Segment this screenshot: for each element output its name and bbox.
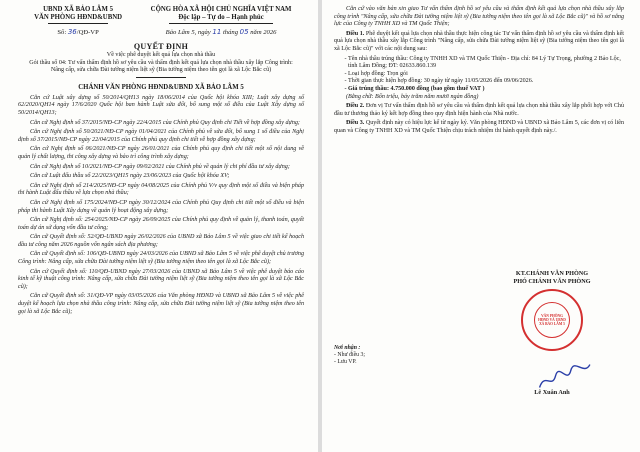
legal-basis-item: Căn cứ Quyết định số: 110/QĐ-UBND ngày 27/03/2026 của UBND xã Bảo Lâm 5 về việc phê duyệt báo cáo kinh tế kỹ thuật công trình: Nâng cấp, sửa chữa Đài tưởng niệm liệt sỹ (Bia tưởng niệm theo tên gọi là xã Lộc Bắc cũ); (18, 268, 304, 290)
article-1 (334, 31, 624, 54)
doc-number-suffix: /QĐ-VP (76, 29, 99, 36)
legal-basis-item: Căn cứ Luật đấu thầu số 22/2023/QH15 ngày 23/06/2023 của Quốc hội khóa XV; (30, 173, 230, 180)
legal-basis-item: Căn cứ Nghị định số 214/2025/NĐ-CP ngày 04/08/2025 của Chính phủ V/v quy định một số điều và biện pháp thi hành Luật đấu thầu về lựa chọn nhà thầu; (18, 182, 304, 197)
legal-basis-item: Căn cứ Quyết định số: 106/QĐ-UBND ngày 24/03/2026 của UBND xã Bảo Lâm 5 về việc phê duyệt chủ trương Công trình: Nâng cấp, sửa chữa Đài tưởng niệm liệt sỹ (Bia tưởng niệm theo tên gọi là xã Lộc Bắc cũ); (18, 251, 304, 266)
legal-basis-item: Căn cứ Nghị định số 37/2015/NĐ-CP ngày 22/4/2015 của Chính phủ Quy định chi Tiết về hợp đồng xây dựng; (30, 119, 300, 126)
article-2-text: Đơn vị Tư vấn thẩm định hồ sơ yêu cầu và thẩm định kết quả lựa chọn nhà thầu xây lắp phối hợp với Chủ đầu tư thương thảo ký kết hợp đồng theo quy định hiện hành của Nhà nước. (334, 103, 624, 117)
sign-title-1: KT.CHÁNH VĂN PHÒNG (515, 270, 589, 277)
decision-subject: Về việc phê duyệt kết quả lựa chọn nhà thầu (106, 52, 216, 58)
document-header (18, 6, 304, 24)
amount-in-words: (Bằng chữ: Bốn triệu, bảy trăm năm mươi ngàn đồng) (346, 93, 479, 100)
date-month-handwritten: 05 (239, 28, 249, 36)
detail-item: - Giá trúng thầu: 4.750.000 đồng (bao gồm thuế VAT ) (348, 86, 624, 94)
legal-basis-item: Căn cứ Nghị định số 06/2021/NĐ-CP ngày 26/01/2021 của Chính phủ quy định chi tiết một số nội dung về quản lý chất lượng, thi công xây dựng và bảo trì công trình xây dựng; (18, 146, 304, 160)
legal-basis-item: Căn cứ Quyết định số: 31/QĐ-VP ngày 03/05/2026 của Văn phòng HĐND và UBND xã Bảo Lâm 5 về việc phê duyệt kế hoạch lựa chọn nhà thầu công trình: Nâng cấp, sửa chữa Đài tưởng niệm liệt sỹ (Bia tưởng niệm theo tên gọi là xã Lộc Bắc cũ); (18, 293, 304, 315)
article-1-text: Phê duyệt kết quả lựa chọn nhà thầu thực hiện công tác Tư vấn thẩm định hồ sơ yêu cầu và thẩm định kết quả lựa chọn nhà thầu xây lắp Công trình "Nâng cấp, sửa chữa Đài tưởng niệm liệt sỹ (Bia tưởng niệm theo tên gọi là xã Lộc Bắc cũ)" với các nội dung sau: (334, 30, 625, 52)
official-seal (521, 289, 583, 351)
recipients-label: Nơi nhận : (334, 345, 361, 351)
date-year: năm 2026 (250, 29, 277, 36)
detail-item: - Thời gian thực hiện hợp đồng: 30 ngày từ ngày 11/05/2026 đến 09/06/2026. (348, 78, 624, 86)
document-page-right (322, 0, 640, 452)
doc-number (18, 28, 138, 37)
decision-title: QUYẾT ĐỊNH (133, 42, 189, 51)
subject-divider (136, 77, 186, 78)
national-motto (138, 6, 304, 24)
article-2 (334, 103, 624, 118)
nation-line2: Độc lập – Tự do – Hạnh phúc (178, 14, 264, 21)
article-3 (334, 120, 624, 135)
signer-name: Lê Xuân Anh (534, 389, 570, 397)
org-line1: UBND XÃ BẢO LÂM 5 (43, 6, 113, 13)
date-month-label: tháng (222, 29, 238, 36)
sign-title-2: PHÓ CHÁNH VĂN PHÒNG (513, 277, 591, 285)
motto-divider (169, 23, 273, 24)
org-line2: VĂN PHÒNG HĐND&UBND (34, 14, 123, 21)
article-3-text: Quyết định này có hiệu lực kể từ ngày ký. Văn phòng HĐND và UBND xã Bảo Lâm 5, các đơn vị có liên quan và Công ty TNHH XD và TM Quốc Thiện chịu trách nhiệm thi hành quyết định này./. (334, 120, 625, 134)
article-1-label: Điều 1. (346, 30, 365, 37)
doc-meta (18, 28, 304, 37)
legal-basis-item: Căn cứ Nghị định số 10/2021/NĐ-CP ngày 09/02/2021 của Chính phủ về quản lý chi phí đầu tư xây dựng; (30, 163, 290, 170)
article-3-label: Điều 3. (346, 120, 365, 127)
article-2-label: Điều 2. (346, 103, 365, 110)
document-page-left (0, 0, 318, 452)
recipients (334, 345, 365, 367)
date-prefix: Bảo Lâm 5, ngày (165, 29, 211, 36)
detail-item: - Loại hợp đồng: Trọn gói (348, 71, 624, 79)
doc-date (138, 28, 304, 37)
recipient-item: - Lưu VP. (334, 359, 357, 366)
legal-basis-item: Căn cứ Luật xây dựng số 50/2014/QH13 ngày 18/06/2014 của Quốc hội khóa XIII; Luật xây dựng số 62/2020/QH14 ngày 17/6/2020 Quốc hội ban hành Luật sửa đổi, bổ sung một số điều của Luật Xây dựng số 50/2014/QH13; (18, 94, 304, 116)
contract-details (334, 56, 624, 94)
legal-basis-item: Căn cứ Nghị định số 50/2021/NĐ-CP ngày 01/04/2021 của Chính phủ về sửa đổi, bổ sung 1 số điều của Nghị định số 37/2015/NĐ-CP ngày 22/04/2015 của Chính phủ quy định chi tiết về hợp đồng xây dựng; (18, 129, 304, 143)
legal-basis-item: Căn cứ Nghị định số: 254/2025/NĐ-CP ngày 26/09/2025 của Chính phủ quy định về quản lý, thanh toán, quyết toán dự án sử dụng vốn đầu tư công; (18, 217, 304, 231)
decision-package: Gói thầu số 04: Tư vấn thẩm định hồ sơ yêu cầu và thẩm định kết quả lựa chọn nhà thầu xây lắp Công trình: Nâng cấp, sửa chữa Đài tưởng niệm liệt sỹ (Bia tưởng niệm theo tên gọi là xã Lộc Bắc cũ) (29, 59, 293, 74)
signature-block (472, 270, 632, 397)
doc-number-handwritten: 36 (67, 28, 77, 36)
legal-bases (18, 95, 304, 316)
recipient-item: - Như điều 3; (334, 352, 365, 359)
issuing-org (18, 6, 138, 24)
nation-line1: CỘNG HÒA XÃ HỘI CHỦ NGHĨA VIỆT NAM (150, 6, 292, 13)
legal-basis-item: Căn cứ Nghị định số 175/2024/NĐ-CP ngày 30/12/2024 của Chính phủ Quy định chi tiết một số điều và biện pháp thi hành Luật Xây dựng về quản lý hoạt động xây dựng; (18, 199, 304, 214)
issuing-authority: CHÁNH VĂN PHÒNG HĐND&UBND XÃ BẢO LÂM 5 (78, 83, 244, 91)
date-day-handwritten: 11 (212, 28, 222, 36)
doc-number-prefix: Số: (57, 29, 67, 36)
legal-basis-item: Căn cứ Quyết định số: 52/QĐ-UBND ngày 26/02/2026 của UBND xã Bảo Lâm 5 về việc giao chi tiết kế hoạch đầu tư công năm 2026 nguồn vốn ngân sách địa phương; (18, 234, 304, 248)
seal-inner: VĂN PHÒNG HĐND VÀ UBND XÃ BẢO LÂM 5 (534, 302, 570, 338)
header-divider (48, 23, 108, 24)
intro-basis: Căn cứ vào văn bản xin giao Tư vấn thẩm định hồ sơ yêu cầu và thẩm định kết quả lựa chọn nhà thầu xây lắp công trình "Nâng cấp, sửa chữa Đài tưởng niệm liệt sỹ (Bia tưởng niệm theo tên gọi là xã Lộc Bắc cũ)" và hồ sơ năng lực của Công ty TNHH XD và TM Quốc Thiện; (334, 6, 624, 28)
detail-item: - Tên nhà thầu trúng thầu: Công ty TNHH XD và TM Quốc Thiện - Địa chỉ: 84 Lý Tự Trọng, phường 2 Bảo Lộc, tỉnh Lâm Đồng; ĐT: 02633.860.139 (348, 56, 624, 71)
